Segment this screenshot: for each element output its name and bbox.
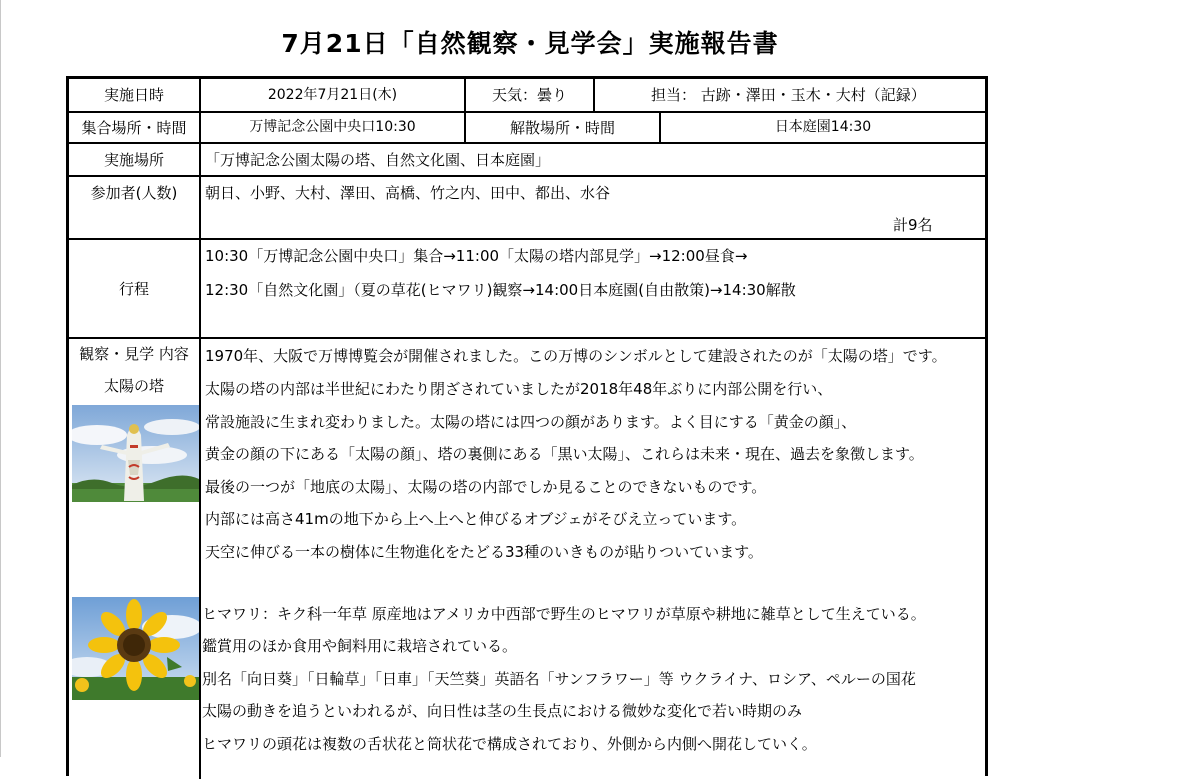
- tower-line: 最後の一つが「地底の太陽」、太陽の塔の内部でしか見ることのできないものです。: [205, 478, 767, 496]
- meet-value: 万博記念公園中央口10:30: [249, 119, 416, 136]
- dismiss-value: 日本庭園14:30: [774, 119, 872, 136]
- observation-label: 観察・見学 内容: [79, 345, 189, 363]
- sunflower-image: [72, 597, 199, 700]
- row-divider: [69, 337, 985, 339]
- staff: 担当： 古跡・澤田・玉木・大村（記録）: [651, 86, 926, 104]
- date-label: 実施日時: [103, 86, 164, 104]
- sunflower-photo: [72, 597, 199, 700]
- meet-label: 集合場所・時間: [81, 118, 187, 137]
- tower-of-the-sun-image: [72, 405, 199, 502]
- sunflower-line: ヒマワリ：キク科一年草 原産地はアメリカ中西部で野生のヒマワリが草原や耕地に雑草として生えている。: [202, 605, 926, 623]
- place-label: 実施場所: [103, 150, 164, 169]
- participants-label: 参加者(人数): [90, 184, 178, 202]
- itinerary-line: 10:30「万博記念公園中央口」集合→11:00「太陽の塔内部見学」→12:00昼食→: [205, 247, 748, 265]
- sunflower-line: 太陽の動きを追うといわれるが、向日性は茎の生長点における微妙な変化で若い時期のみ: [202, 702, 803, 720]
- place-value: 「万博記念公園太陽の塔、自然文化園、日本庭園」: [205, 151, 551, 169]
- report-table: [66, 76, 988, 776]
- page-title: 7月21日「自然観察・見学会」実施報告書: [281, 29, 779, 58]
- participants-total: 計9名: [893, 216, 933, 234]
- tower-line: 黄金の顔の下にある「太陽の顔」、塔の裏側にある「黒い太陽」、これらは未来・現在、過去を象徴します。: [205, 445, 924, 463]
- tower-line: 内部には高さ41mの地下から上へ上へと伸びるオブジェがそびえ立っています。: [205, 510, 747, 528]
- tower-of-the-sun-photo: [72, 405, 199, 502]
- observation-sub-label: 太陽の塔: [103, 377, 164, 395]
- itinerary-label: 行程: [118, 279, 149, 298]
- row-divider: [69, 238, 985, 240]
- dismiss-label: 解散場所・時間: [509, 118, 615, 137]
- sunflower-line: ヒマワリの頭花は複数の舌状花と筒状花で構成されており、外側から内側へ開花していく。: [202, 735, 817, 753]
- weather: 天気：曇り: [491, 86, 567, 104]
- sunflower-description: [202, 605, 982, 755]
- tower-line: 1970年、大阪で万博博覧会が開催されました。この万博のシンボルとして建設されたのが「太陽の塔」です。: [205, 347, 947, 365]
- tower-line: 天空に伸びる一本の樹体に生物進化をたどる33種のいきものが貼りついています。: [205, 543, 763, 561]
- tower-description: [205, 347, 981, 561]
- row-divider: [69, 175, 985, 177]
- column-divider: [593, 79, 595, 111]
- label-column-divider: [199, 79, 201, 779]
- sunflower-line: 鑑賞用のほか食用や飼料用に栽培されている。: [202, 637, 518, 655]
- row-divider: [69, 142, 985, 144]
- sunflower-line: 別名「向日葵」「日輪草」「日車」「天竺葵」英語名「サンフラワー」等 ウクライナ、ロシア、ペルーの国花: [202, 670, 916, 688]
- tower-line: 太陽の塔の内部は半世紀にわたり閉ざされていましたが2018年48年ぶりに内部公開を行い、: [205, 380, 833, 398]
- itinerary-lines: [205, 247, 981, 327]
- page-left-edge: [0, 0, 1, 757]
- participants-names: 朝日、小野、大村、澤田、高橋、竹之内、田中、都出、水谷: [205, 184, 611, 202]
- itinerary-line: 12:30「自然文化園」（夏の草花(ヒマワリ)観察→14:00日本庭園(自由散策)→14:30解散: [205, 281, 796, 299]
- date-value: 2022年7月21日(木): [267, 86, 398, 103]
- tower-line: 常設施設に生まれ変わりました。太陽の塔には四つの顔があります。よく目にする「黄金の顔」、: [205, 413, 857, 431]
